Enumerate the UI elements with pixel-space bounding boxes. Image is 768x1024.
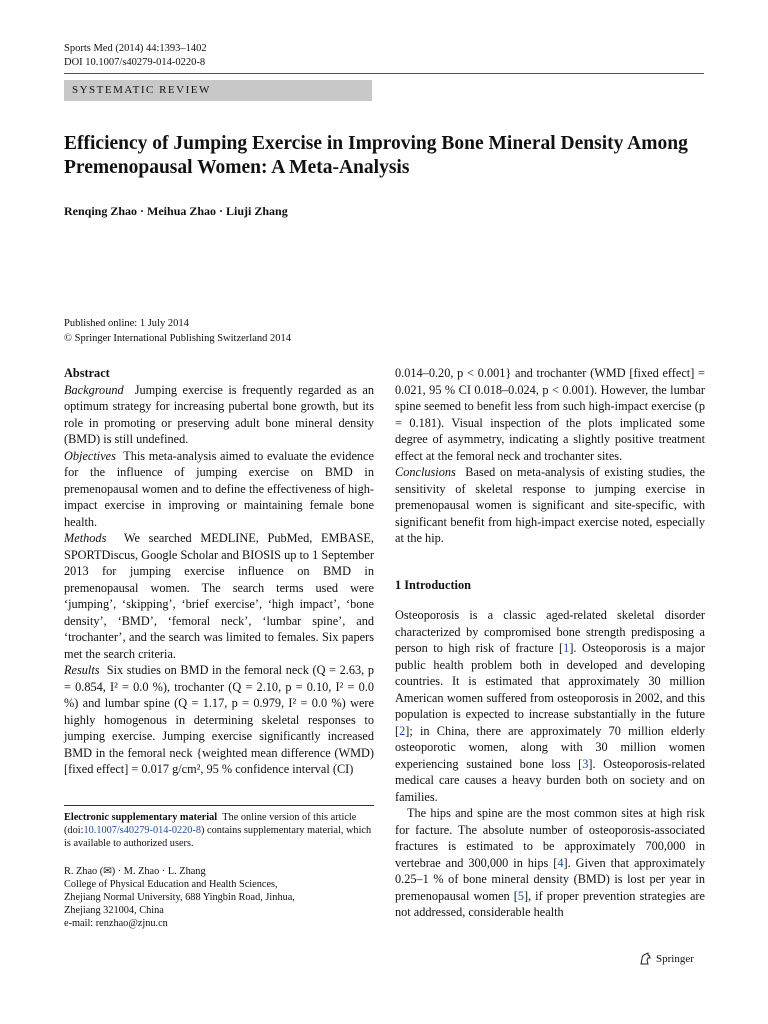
article-title: Efficiency of Jumping Exercise in Improving Bone Mineral Density Among Premenopausal Women: A Meta-Analysis	[64, 133, 688, 178]
introduction-heading: 1 Introduction	[395, 577, 471, 592]
author-address: R. Zhao (✉) · M. Zhao · L. Zhang College of Physical Education and Health Sciences, Zhejiang Normal University, 688 Yingbin Road, Jinhua, Zhejiang 321004, China e-mail: renzhao@zjnu.cn	[64, 865, 374, 930]
footnote-rule	[64, 805, 374, 806]
ref-link-3[interactable]: 3	[582, 756, 589, 771]
publisher-name: Springer	[656, 953, 694, 965]
journal-volume: Sports Med (2014) 44:1393–1402	[64, 43, 207, 54]
ref-link-2[interactable]: 2	[399, 723, 406, 738]
left-column	[64, 365, 374, 778]
ref-link-1[interactable]: 1	[563, 641, 570, 655]
authors: Renqing Zhao · Meihua Zhao · Liuji Zhang	[64, 204, 288, 218]
doi-link[interactable]: 10.1007/s40279-014-0220-8	[83, 825, 202, 836]
abstract-conclusions: Conclusions Based on meta-analysis of existing studies, the sensitivity of skeletal response to jumping exercise in premenopausal women is significant and site-specific, with significant benefit from high-impact exercise noted, especially at the hip.	[395, 465, 705, 545]
doi: DOI 10.1007/s40279-014-0220-8	[64, 57, 206, 68]
right-column	[395, 365, 705, 921]
ref-link-5[interactable]: 5	[517, 888, 524, 903]
published-date: Published online: 1 July 2014	[64, 318, 189, 329]
abstract-objectives: Objectives This meta-analysis aimed to evaluate the evidence for the influence of jumping exercise on BMD in premenopausal women and to define the effectiveness of high-impact exercise in improving or maintaining female bone health.	[64, 448, 374, 529]
ref-link-4[interactable]: 4	[557, 855, 564, 870]
intro-paragraph-2: The hips and spine are the most common sites at high risk for facture. The absolute number of osteoporosis-associated fractures is estimated to be approximately 700,000 in vertebrae and 300,000 in hips [4]. Given that approximately 0.25–1 % of bone mineral density (BMD) is lost per year in premenopausal women [5], if proper prevention strategies are not addressed, considerable health	[395, 806, 705, 919]
springer-horse-icon	[638, 952, 652, 966]
header-rule	[64, 73, 704, 74]
journal-citation	[64, 42, 207, 70]
intro-paragraph-1: Osteoporosis is a classic aged-related skeletal disorder characterized by compromised bone strength predisposing a person to high risk of fracture [1]. Osteoporosis is a major public health problem both in developed and developing countries. It is estimated that approximately 30 million American women suffered from osteoporosis in 2002, and this population is expected to increase substantially in the future [2]; in China, there are approximately 70 million elderly osteoporotic women, along with 30 million women experiencing sustained bone loss [3]. Osteoporosis-related medical care causes a heavy burden both on society and on families.	[395, 608, 705, 804]
copyright: © Springer International Publishing Switzerland 2014	[64, 333, 291, 344]
supplementary-material-note: Electronic supplementary material The online version of this article (doi:10.1007/s40279-014-0220-8) contains supplementary material, which is available to authorized users.	[64, 812, 372, 849]
abstract-heading: Abstract	[64, 366, 110, 380]
abstract-background: Background Jumping exercise is frequently regarded as an optimum strategy for increasing pubertal bone growth, but its role in promoting or preserving adult bone mineral density (BMD) is still undefined.	[64, 382, 374, 446]
publication-info	[64, 316, 291, 346]
abstract-results: Results Six studies on BMD in the femoral neck (Q = 2.63, p = 0.854, I² = 0.0 %), trochanter (Q = 2.10, p = 0.10, I² = 0.0 %) and lumbar spine (Q = 1.17, p = 0.979, I² = 0.0 %) were highly homogenous in determining skeletal responses to jumping exercise. Jumping exercise significantly increased BMD in the femoral neck {weighted mean difference (WMD) [fixed effect] = 0.017 g/cm², 95 % confidence interval (CI)	[64, 663, 374, 776]
abstract-methods: Methods We searched MEDLINE, PubMed, EMBASE, SPORTDiscus, Google Scholar and BIOSIS up to 1 September 2013 for jumping exercise influence on BMD in premenopausal women. The search terms used were ‘jumping’, ‘skipping’, ‘brief exercise’, ‘high impact’, ‘bone density’, ‘BMD’, ‘femoral neck’, ‘lumbar spine’, and ‘trochanter’, and the search was limited to females. Six papers met the search criteria.	[64, 531, 374, 661]
abstract-results-continued: 0.014–0.20, p < 0.001} and trochanter (WMD [fixed effect] = 0.021, 95 % CI 0.018–0.024, p < 0.001). However, the lumbar spine seemed to benefit less from such high-impact exercise (p = 0.181). Visual inspection of the plots implicated some degree of asymmetry, indicating a slightly positive treatment effect at the femoral neck and trochanter sites.	[395, 366, 705, 463]
publisher-mark	[638, 952, 694, 966]
author-email: e-mail: renzhao@zjnu.cn	[64, 918, 168, 929]
section-label: SYSTEMATIC REVIEW	[64, 80, 372, 101]
